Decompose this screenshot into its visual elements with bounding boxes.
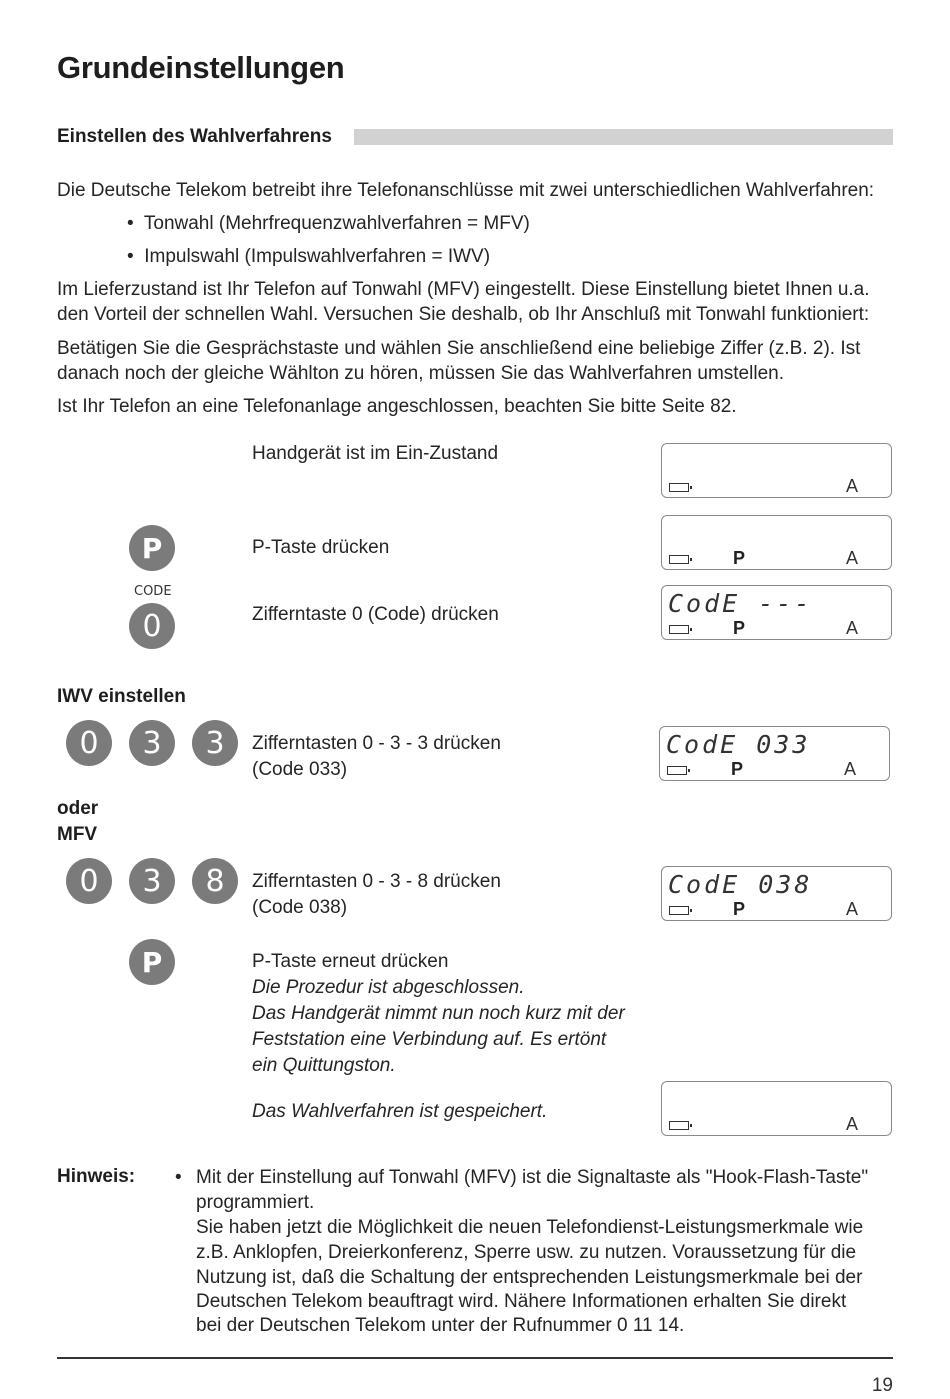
battery-icon <box>669 1121 689 1130</box>
lcd-p-indicator: P <box>733 548 746 568</box>
paragraph-line: danach noch der gleiche Wählton zu hören, müssen Sie das Wahlverfahren umstellen. <box>57 363 784 384</box>
key-0: 0 <box>129 603 175 649</box>
paragraph-line: Ist Ihr Telefon an eine Telefonanlage angeschlossen, beachten Sie bitte Seite 82. <box>57 396 737 417</box>
page-title: Grundeinstellungen <box>57 50 345 85</box>
key-8: 8 <box>192 858 238 904</box>
lcd-p-indicator: P <box>731 759 744 779</box>
step-text: Zifferntaste 0 (Code) drücken <box>252 604 499 625</box>
lcd-display <box>659 726 890 781</box>
step-note: ein Quittungston. <box>252 1055 396 1076</box>
battery-icon <box>667 766 687 775</box>
page-number: 19 <box>871 1375 893 1396</box>
iwv-heading: IWV einstellen <box>57 686 186 707</box>
hinweis-line: z.B. Anklopfen, Dreierkonferenz, Sperre usw. zu nutzen. Voraussetzung für die <box>196 1242 857 1263</box>
section-title-bar <box>354 129 893 145</box>
lcd-display <box>661 585 892 640</box>
lcd-code-text: CodE 033 <box>666 730 811 759</box>
lcd-code-text: CodE --- <box>668 589 813 618</box>
step-note: Das Wahlverfahren ist gespeichert. <box>252 1101 548 1122</box>
bullet-dot-icon: • <box>175 1167 182 1188</box>
hinweis-line: bei der Deutschen Telekom unter der Rufnummer 0 11 14. <box>196 1315 685 1336</box>
p-key: P <box>129 525 175 571</box>
lcd-display <box>661 1081 892 1136</box>
key-3: 3 <box>129 858 175 904</box>
key-3: 3 <box>192 720 238 766</box>
step-text: Zifferntasten 0 - 3 - 3 drücken <box>252 733 501 754</box>
battery-icon <box>669 555 689 564</box>
step-text: P-Taste erneut drücken <box>252 951 449 972</box>
paragraph-line: Betätigen Sie die Gesprächstaste und wählen Sie anschließend eine beliebige Ziffer (z.B. 2). Ist <box>57 338 861 359</box>
hinweis-line: Mit der Einstellung auf Tonwahl (MFV) ist die Signaltaste als "Hook-Flash-Taste" <box>196 1167 869 1188</box>
step-text: Handgerät ist im Ein-Zustand <box>252 443 499 464</box>
lcd-display <box>661 866 892 921</box>
battery-icon <box>669 906 689 915</box>
paragraph-line: Im Lieferzustand ist Ihr Telefon auf Tonwahl (MFV) eingestellt. Diese Einstellung bietet Ihnen u.a. <box>57 279 870 300</box>
bullet-dot-icon: • <box>127 213 134 234</box>
bullet-item <box>127 211 530 237</box>
lcd-display <box>661 515 892 570</box>
lcd-antenna-label: A <box>845 548 858 568</box>
key-0: 0 <box>66 858 112 904</box>
lcd-antenna-label: A <box>843 759 856 779</box>
step-text: P-Taste drücken <box>252 537 390 558</box>
battery-icon <box>669 625 689 634</box>
lcd-code-text: CodE 038 <box>668 870 813 899</box>
p-key: P <box>129 939 175 985</box>
lcd-antenna-label: A <box>845 1114 858 1134</box>
lcd-antenna-label: A <box>845 618 858 638</box>
intro-text: Die Deutsche Telekom betreibt ihre Telefonanschlüsse mit zwei unterschiedlichen Wahlverfahren: <box>57 180 875 201</box>
lcd-p-indicator: P <box>733 618 746 638</box>
lcd-display <box>661 443 892 498</box>
step-note: Das Handgerät nimmt nun noch kurz mit der <box>252 1003 625 1024</box>
battery-icon <box>669 483 689 492</box>
key-3: 3 <box>129 720 175 766</box>
section-title: Einstellen des Wahlverfahrens <box>57 126 332 147</box>
hinweis-line: Nutzung ist, daß die Schaltung der entsprechenden Leistungsmerkmale bei der <box>196 1267 863 1288</box>
lcd-p-indicator: P <box>733 899 746 919</box>
hinweis-line: Sie haben jetzt die Möglichkeit die neuen Telefondienst-Leistungsmerkmale wie <box>196 1217 864 1238</box>
footer-rule <box>57 1357 893 1359</box>
mfv-heading: MFV <box>57 824 98 845</box>
bullet-text: Impulswahl (Impulswahlverfahren = IWV) <box>144 246 491 267</box>
hinweis-line: Deutschen Telekom beauftragt wird. Nähere Informationen erhalten Sie direkt <box>196 1291 847 1312</box>
step-text: (Code 038) <box>252 897 348 918</box>
step-note: Feststation eine Verbindung auf. Es ertönt <box>252 1029 607 1050</box>
lcd-antenna-label: A <box>845 476 858 496</box>
bullet-text: Tonwahl (Mehrfrequenzwahlverfahren = MFV) <box>143 213 530 234</box>
hinweis-line: programmiert. <box>196 1192 315 1213</box>
code-caption: CODE <box>134 584 172 599</box>
bullet-dot-icon: • <box>127 246 134 267</box>
lcd-antenna-label: A <box>845 899 858 919</box>
step-text: (Code 033) <box>252 759 348 780</box>
hinweis-label: Hinweis: <box>57 1166 136 1187</box>
paragraph-line: den Vorteil der schnellen Wahl. Versuchen Sie deshalb, ob Ihr Anschluß mit Tonwahl funktioniert: <box>57 304 870 325</box>
step-note: Die Prozedur ist abgeschlossen. <box>252 977 525 998</box>
bullet-item <box>127 244 490 270</box>
oder-label: oder <box>57 798 99 819</box>
step-text: Zifferntasten 0 - 3 - 8 drücken <box>252 871 501 892</box>
key-0: 0 <box>66 720 112 766</box>
